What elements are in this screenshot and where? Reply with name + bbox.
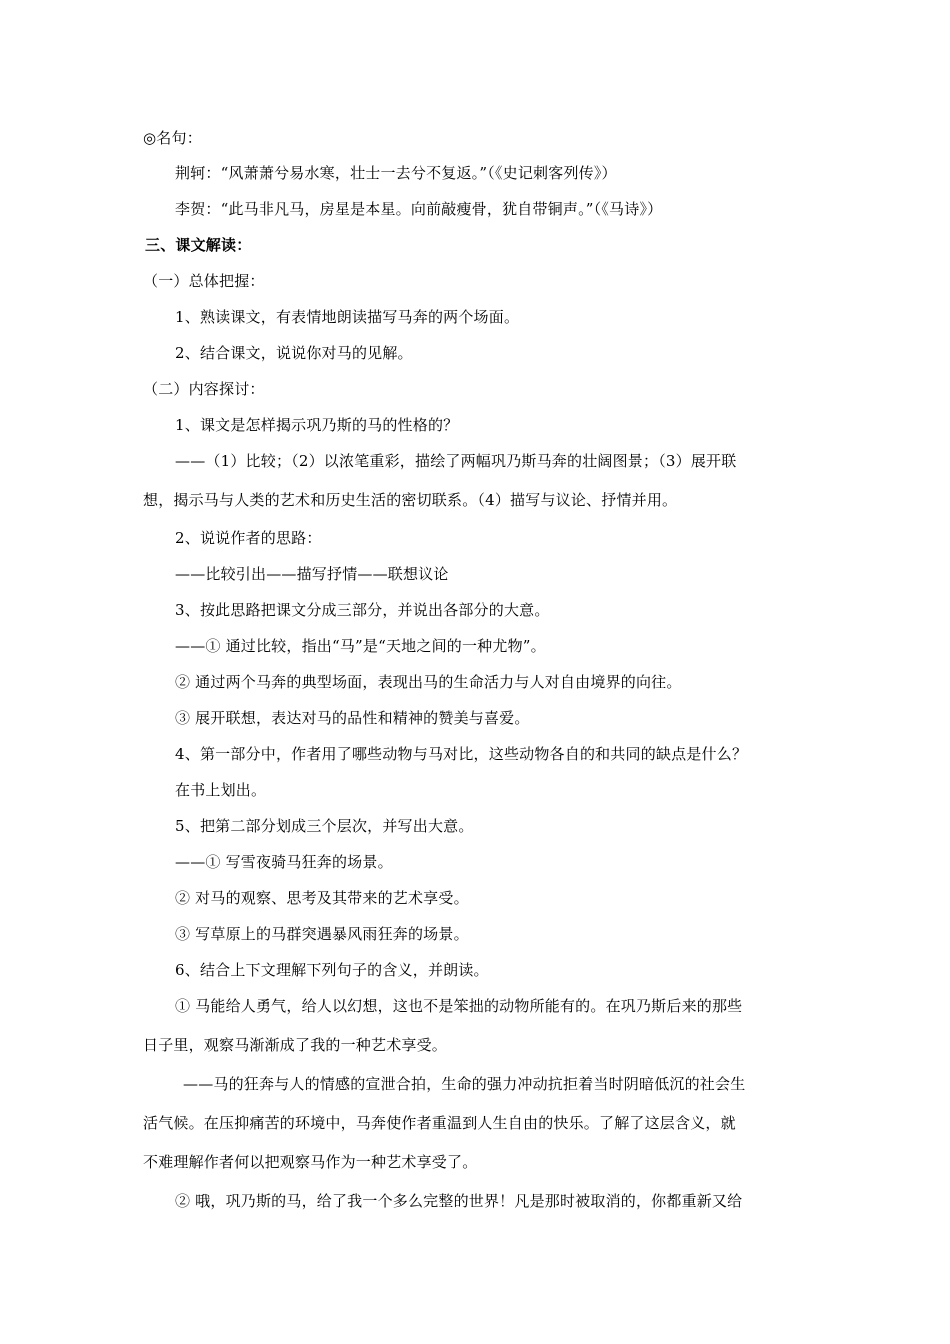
sentence-item: 日子里，观察马渐渐成了我的一种艺术享受。	[143, 1036, 448, 1054]
answer-line: ——（1）比较；（2）以浓笔重彩，描绘了两幅巩乃斯马奔的壮阔图景；（3）展开联	[175, 452, 737, 470]
task-item: 1、熟读课文，有表情地朗读描写马奔的两个场面。	[175, 308, 520, 326]
question-item: 5、把第二部分划成三个层次，并写出大意。	[175, 817, 474, 835]
answer-line: ③ 展开联想，表达对马的品性和精神的赞美与喜爱。	[175, 709, 530, 727]
section-heading-text-reading: 三、课文解读：	[145, 236, 252, 254]
answer-line: ——马的狂奔与人的情感的宣泄合拍，生命的强力冲动抗拒着当时阴暗低沉的社会生	[183, 1075, 746, 1093]
sentence-item: ② 哦，巩乃斯的马，给了我一个多么完整的世界！凡是那时被取消的，你都重新又给	[175, 1192, 743, 1210]
quote-lihe: 李贺：“此马非凡马，房星是本星。向前敲瘦骨，犹自带铜声。”（《马诗》）	[175, 200, 663, 218]
quote-jingke: 荆轲：“风萧萧兮易水寒，壮士一去兮不复返。”（《史记刺客列传》）	[175, 164, 617, 182]
answer-line: ——① 通过比较，指出“马”是“天地之间的一种尤物”。	[175, 637, 546, 655]
question-item: 4、第一部分中，作者用了哪些动物与马对比，这些动物各自的和共同的缺点是什么？	[175, 745, 748, 763]
answer-line: 不难理解作者何以把观察马作为一种艺术享受了。	[143, 1153, 478, 1171]
answer-line: ② 通过两个马奔的典型场面，表现出马的生命活力与人对自由境界的向往。	[175, 673, 682, 691]
subsection-content-inquiry: （二）内容探讨：	[143, 380, 265, 398]
subsection-overall-grasp: （一）总体把握：	[143, 272, 265, 290]
answer-line: 在书上划出。	[175, 781, 267, 799]
answer-line: ——比较引出——描写抒情——联想议论	[175, 565, 449, 583]
answer-line: ③ 写草原上的马群突遇暴风雨狂奔的场景。	[175, 925, 469, 943]
answer-line: ② 对马的观察、思考及其带来的艺术享受。	[175, 889, 469, 907]
answer-line: ——① 写雪夜骑马狂奔的场景。	[175, 853, 393, 871]
question-item: 2、说说作者的思路：	[175, 529, 322, 547]
question-item: 6、结合上下文理解下列句子的含义，并朗读。	[175, 961, 489, 979]
question-item: 3、按此思路把课文分成三部分，并说出各部分的大意。	[175, 601, 550, 619]
answer-line: 活气候。在压抑痛苦的环境中，马奔使作者重温到人生自由的快乐。了解了这层含义，就	[143, 1114, 736, 1132]
sentence-item: ① 马能给人勇气，给人以幻想，这也不是笨拙的动物所能有的。在巩乃斯后来的那些	[175, 997, 743, 1015]
task-item: 2、结合课文，说说你对马的见解。	[175, 344, 413, 362]
famous-quotes-heading: ◎名句：	[143, 129, 202, 147]
question-item: 1、课文是怎样揭示巩乃斯的马的性格的？	[175, 416, 459, 434]
answer-line: 想，揭示马与人类的艺术和历史生活的密切联系。（4）描写与议论、抒情并用。	[143, 491, 678, 509]
